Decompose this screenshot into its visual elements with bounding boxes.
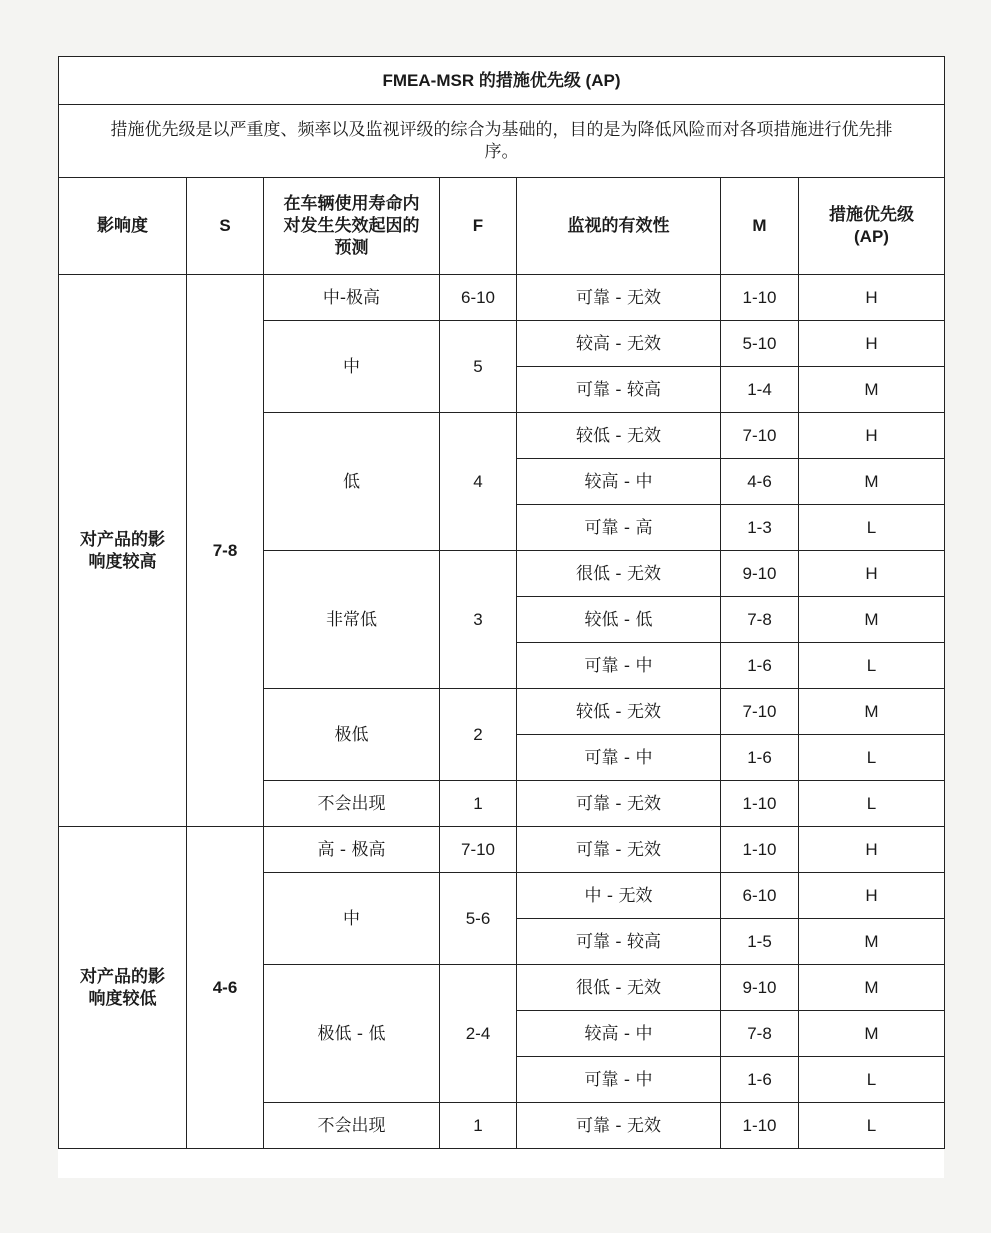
action-priority-cell: M [799, 597, 945, 643]
action-priority-cell: L [799, 1057, 945, 1103]
monitoring-rating-cell: 6-10 [721, 873, 799, 919]
monitoring-cell: 可靠 - 无效 [517, 1103, 721, 1149]
description-line-1: 措施优先级是以严重度、频率以及监视评级的综合为基础的，目的是为降低风险而对各项措施进行优先排 [110, 120, 893, 140]
table-title: FMEA-MSR 的措施优先级 (AP) [59, 57, 945, 105]
description-line-2: 序。 [484, 142, 519, 162]
monitoring-cell: 可靠 - 无效 [517, 781, 721, 827]
action-priority-cell: L [799, 735, 945, 781]
header-row [59, 178, 945, 275]
effect-line-2: 响度较低 [88, 988, 157, 1009]
monitoring-cell: 较高 - 中 [517, 1011, 721, 1057]
frequency-cell: 5 [440, 321, 517, 413]
header-prediction-line-3: 预测 [334, 238, 369, 258]
frequency-cell: 1 [440, 781, 517, 827]
monitoring-cell: 较低 - 无效 [517, 413, 721, 459]
monitoring-rating-cell: 5-10 [721, 321, 799, 367]
action-priority-cell: H [799, 413, 945, 459]
frequency-cell: 3 [440, 551, 517, 689]
frequency-cell: 7-10 [440, 827, 517, 873]
frequency-cell: 4 [440, 413, 517, 551]
monitoring-cell: 较低 - 低 [517, 597, 721, 643]
monitoring-cell: 很低 - 无效 [517, 551, 721, 597]
effect-line-2: 响度较高 [88, 551, 157, 572]
header-f: F [440, 178, 517, 275]
monitoring-rating-cell: 1-5 [721, 919, 799, 965]
action-priority-cell: H [799, 551, 945, 597]
prediction-cell: 中 [264, 321, 440, 413]
header-prediction [264, 178, 440, 275]
frequency-cell: 2-4 [440, 965, 517, 1103]
table-description [59, 105, 945, 178]
monitoring-rating-cell: 4-6 [721, 459, 799, 505]
monitoring-cell: 可靠 - 较高 [517, 919, 721, 965]
monitoring-cell: 可靠 - 无效 [517, 827, 721, 873]
monitoring-rating-cell: 9-10 [721, 551, 799, 597]
action-priority-cell: H [799, 275, 945, 321]
prediction-cell: 极低 - 低 [264, 965, 440, 1103]
prediction-cell: 高 - 极高 [264, 827, 440, 873]
severity-cell: 7-8 [187, 275, 264, 827]
monitoring-rating-cell: 1-6 [721, 735, 799, 781]
monitoring-rating-cell: 7-10 [721, 689, 799, 735]
header-ap-line-2: (AP) [854, 227, 889, 246]
monitoring-cell: 较高 - 中 [517, 459, 721, 505]
header-ap [799, 178, 945, 275]
effect-line-1: 对产品的影 [80, 529, 165, 550]
prediction-cell: 非常低 [264, 551, 440, 689]
action-priority-cell: L [799, 505, 945, 551]
prediction-cell: 不会出现 [264, 1103, 440, 1149]
action-priority-cell: L [799, 781, 945, 827]
monitoring-rating-cell: 1-6 [721, 1057, 799, 1103]
action-priority-cell: L [799, 643, 945, 689]
ap-table [58, 56, 945, 1149]
title-row [59, 57, 945, 105]
monitoring-rating-cell: 1-6 [721, 643, 799, 689]
table-row [59, 827, 945, 873]
monitoring-cell: 可靠 - 中 [517, 643, 721, 689]
header-s: S [187, 178, 264, 275]
header-prediction-line-2: 对发生失效起因的 [283, 216, 420, 236]
document-sheet [58, 56, 944, 1178]
prediction-cell: 低 [264, 413, 440, 551]
monitoring-rating-cell: 9-10 [721, 965, 799, 1011]
action-priority-cell: M [799, 965, 945, 1011]
monitoring-rating-cell: 1-10 [721, 275, 799, 321]
effect-cell [59, 827, 187, 1149]
frequency-cell: 1 [440, 1103, 517, 1149]
monitoring-cell: 可靠 - 较高 [517, 367, 721, 413]
monitoring-rating-cell: 1-10 [721, 1103, 799, 1149]
header-m: M [721, 178, 799, 275]
header-effect: 影响度 [59, 178, 187, 275]
monitoring-cell: 中 - 无效 [517, 873, 721, 919]
monitoring-rating-cell: 7-8 [721, 597, 799, 643]
header-ap-line-1: 措施优先级 [829, 205, 914, 225]
action-priority-cell: H [799, 321, 945, 367]
severity-cell: 4-6 [187, 827, 264, 1149]
monitoring-cell: 可靠 - 高 [517, 505, 721, 551]
prediction-cell: 不会出现 [264, 781, 440, 827]
action-priority-cell: H [799, 873, 945, 919]
prediction-cell: 中 [264, 873, 440, 965]
action-priority-cell: M [799, 919, 945, 965]
header-monitoring: 监视的有效性 [517, 178, 721, 275]
frequency-cell: 6-10 [440, 275, 517, 321]
monitoring-cell: 很低 - 无效 [517, 965, 721, 1011]
effect-line-1: 对产品的影 [80, 966, 165, 987]
action-priority-cell: M [799, 689, 945, 735]
prediction-cell: 中-极高 [264, 275, 440, 321]
table-row [59, 275, 945, 321]
action-priority-cell: H [799, 827, 945, 873]
prediction-cell: 极低 [264, 689, 440, 781]
monitoring-rating-cell: 1-10 [721, 827, 799, 873]
monitoring-rating-cell: 1-3 [721, 505, 799, 551]
effect-cell [59, 275, 187, 827]
monitoring-rating-cell: 7-10 [721, 413, 799, 459]
monitoring-cell: 可靠 - 无效 [517, 275, 721, 321]
frequency-cell: 2 [440, 689, 517, 781]
monitoring-cell: 可靠 - 中 [517, 1057, 721, 1103]
action-priority-cell: L [799, 1103, 945, 1149]
monitoring-rating-cell: 1-10 [721, 781, 799, 827]
monitoring-rating-cell: 7-8 [721, 1011, 799, 1057]
action-priority-cell: M [799, 367, 945, 413]
monitoring-cell: 较高 - 无效 [517, 321, 721, 367]
header-prediction-line-1: 在车辆使用寿命内 [283, 194, 420, 214]
action-priority-cell: M [799, 1011, 945, 1057]
monitoring-rating-cell: 1-4 [721, 367, 799, 413]
frequency-cell: 5-6 [440, 873, 517, 965]
monitoring-cell: 可靠 - 中 [517, 735, 721, 781]
action-priority-cell: M [799, 459, 945, 505]
monitoring-cell: 较低 - 无效 [517, 689, 721, 735]
description-row [59, 105, 945, 178]
